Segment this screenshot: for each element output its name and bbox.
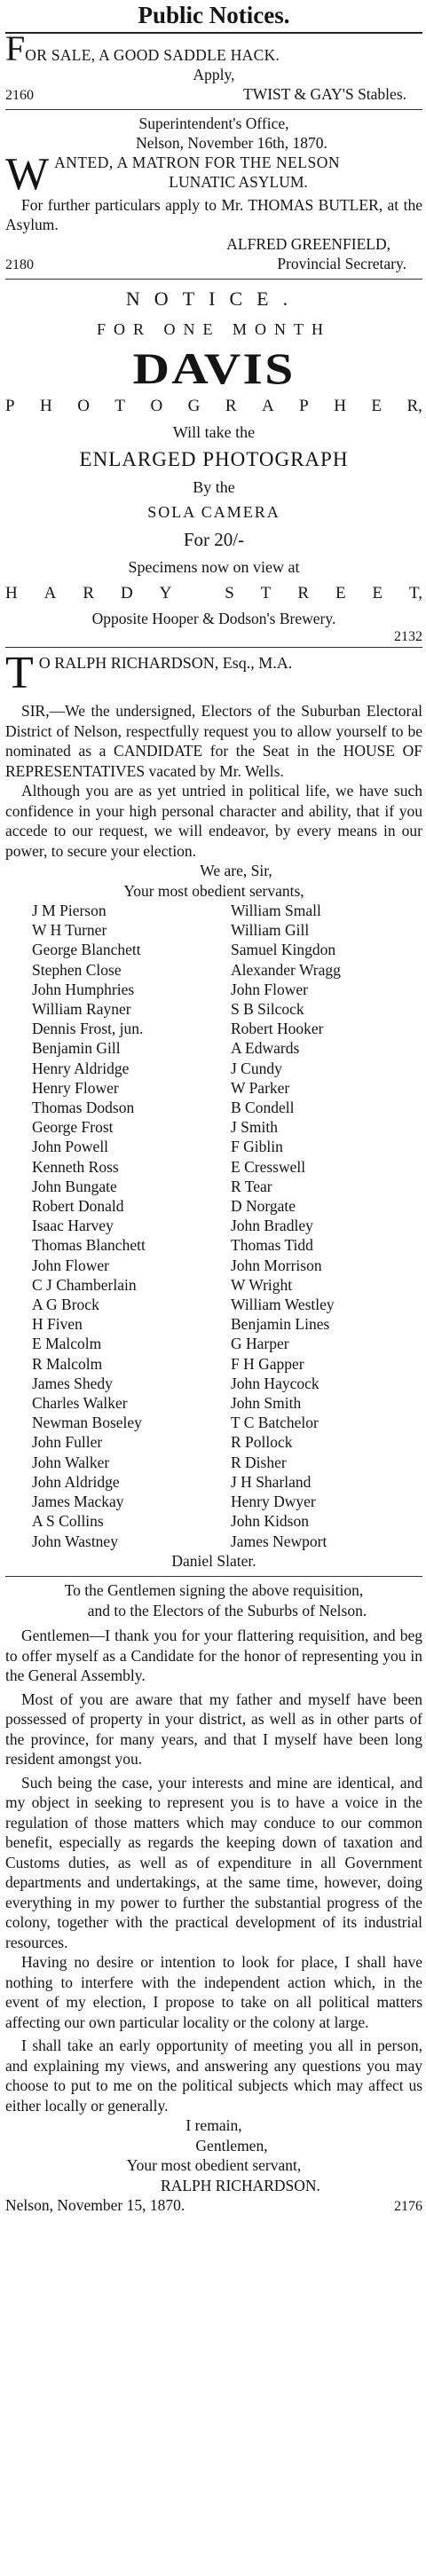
signatory-name: J Smith [231, 1118, 279, 1137]
ad-davis-name: DAVIS [132, 343, 296, 393]
signatory-name: John Haycock [231, 1374, 320, 1392]
divider [5, 1576, 422, 1577]
ad-matron-line1: ANTED, A MATRON FOR THE NELSON [54, 154, 341, 171]
reply-number: 2176 [394, 2199, 422, 2215]
reply-para-3: Such being the case, your interests and mine are identical, and my object in seeking to represent you is to have a voice in the regulation of those matters which may conduce to our common benefit, especially as regards the keeping down of taxation and Customs duties, as well as of expenditure in all Government departments and undertakings, at the same time, however, doing everything in my power to further the substantial progress of the colony, together with the practical development of its industrial resources. [5, 1773, 422, 1951]
ad-davis-street: H A R D Y S T R E E T, [5, 584, 422, 603]
ad-matron-line2: LUNATIC ASYLUM. [169, 173, 308, 191]
signatory-name: Henry Dwyer [231, 1493, 316, 1511]
reply-signer: RALPH RICHARDSON. [161, 2176, 320, 2194]
ad-matron-number: 2180 [5, 257, 34, 272]
ad-richardson-heading: O RALPH RICHARDSON, Esq., M.A. [38, 654, 293, 672]
signatory-name: John Smith [231, 1394, 302, 1413]
ad-davis-specimens: Specimens now on view at [128, 558, 300, 576]
signatory-name: T C Batchelor [231, 1414, 319, 1432]
signatory-name: Samuel Kingdon [231, 941, 336, 959]
signatory-name: Stephen Close [32, 960, 122, 979]
signatory-name: B Condell [231, 1099, 295, 1117]
ad-davis-period: FOR ONE MONTH [96, 320, 331, 338]
signatory-name: John Wastney [32, 1532, 118, 1550]
drop-cap: F [5, 28, 26, 68]
ad-hack-line1: OR SALE, A GOOD SADDLE HACK. [25, 46, 280, 64]
signatory-name: John Flower [231, 980, 309, 998]
signatory-name: A S Collins [32, 1512, 104, 1531]
reply-remain: I remain, [185, 2116, 242, 2135]
signatory-name: W Parker [231, 1078, 290, 1097]
ad-hack-footer [5, 84, 422, 106]
ad-hack-number: 2160 [5, 88, 34, 103]
signatory-name: R Pollock [231, 1433, 293, 1452]
ad-matron-office: Superintendent's Office, [138, 114, 289, 132]
signatory-name: W Wright [231, 1275, 293, 1294]
signatory-name: E Malcolm [32, 1335, 102, 1353]
signatory-name: John Humphries [32, 980, 135, 998]
requisition-closing-1: We are, Sir, [200, 862, 272, 879]
signatory-name: F H Gapper [231, 1354, 304, 1373]
requisition-para-2: Although you are as yet untried in political life, we have such confidence in your high personal character and ability, that if you accede to our request, we will endeavor, by every means in our power, to secure your election. [5, 782, 422, 860]
signatory-name: A Edwards [231, 1039, 300, 1058]
drop-cap: T [5, 648, 34, 698]
reply-dateline: Nelson, November 15, 1870. [5, 2196, 185, 2215]
signatory-name: Benjamin Gill [32, 1039, 121, 1058]
signatory-name: Thomas Dodson [32, 1099, 135, 1117]
signatory-name: John Aldridge [32, 1472, 120, 1491]
reply-gentlemen: Gentlemen, [195, 2136, 268, 2155]
reply-footer [5, 2195, 422, 2218]
signatory-name: G Harper [231, 1335, 289, 1353]
signatory-name: J M Pierson [32, 902, 106, 919]
signatory-name: A G Brock [32, 1296, 99, 1314]
signatories-list [5, 901, 422, 1551]
reply-para-5: I shall take an early opportunity of meeting you all in person, and explaining my views, and answering any questions you may choose to put to me on the political subjects which may affect us either locally or generally. [5, 2036, 422, 2115]
ad-davis-price: For 20/- [183, 529, 245, 550]
signatory-name: E Cresswell [231, 1157, 306, 1176]
signatory-name: John Kidson [231, 1512, 309, 1531]
signatory-name: William Small [231, 902, 321, 919]
signatory-name: John Bradley [231, 1217, 313, 1235]
signatory-name: Robert Donald [32, 1197, 124, 1216]
ad-matron-title: Provincial Secretary. [277, 255, 406, 272]
signatory-name: J Cundy [231, 1059, 282, 1077]
signatory-name: Isaac Harvey [32, 1217, 114, 1235]
signatory-name: Henry Flower [32, 1078, 119, 1097]
drop-cap: W [5, 149, 50, 200]
ad-hack-first-line [5, 28, 422, 68]
reply-para-1: Gentlemen—I thank you for your flattering requisition, and beg to offer myself as a Candidate for the honor of representing you in the General Assembly. [5, 1627, 422, 1685]
signatory-name: Robert Hooker [231, 1020, 324, 1038]
signatory-name: H Fiven [32, 1315, 83, 1334]
signatory-name: John Walker [32, 1453, 110, 1471]
signatory-name: S B Silcock [231, 1000, 304, 1019]
signatory-name: John Flower [32, 1256, 110, 1274]
reply-servant: Your most obedient servant, [126, 2156, 302, 2175]
signatory-name: John Bungate [32, 1177, 117, 1195]
signatory-name: R Disher [231, 1453, 287, 1471]
ad-saddle-hack [5, 28, 422, 109]
signatory-name: William Westley [231, 1296, 335, 1314]
signatory-name: Thomas Tidd [231, 1236, 313, 1255]
signatory-name: John Powell [32, 1138, 109, 1156]
signatory-name: Benjamin Lines [231, 1315, 330, 1334]
signatory-name: F Giblin [231, 1138, 283, 1156]
signatory-name: J H Sharland [231, 1472, 312, 1491]
reply-address-1: To the Gentlemen signing the above requisition, [64, 1581, 364, 1600]
ad-matron-line3: For further particulars apply to Mr. THOMAS BUTLER, at the Asylum. [5, 196, 422, 233]
signatory-name: C J Chamberlain [32, 1275, 137, 1294]
ad-davis-by-the: By the [193, 478, 235, 496]
signatory-name: R Malcolm [32, 1354, 103, 1373]
ad-davis [5, 280, 422, 647]
requisition-closing-2: Your most obedient servants, [123, 881, 304, 900]
signatory-name: William Rayner [32, 1000, 131, 1019]
signatory-name: John Fuller [32, 1433, 103, 1452]
signatory-name: James Shedy [32, 1374, 113, 1392]
signatory-name: James Mackay [32, 1493, 124, 1511]
signatory-name: John Morrison [231, 1256, 322, 1274]
signatory-name: Henry Aldridge [32, 1059, 130, 1077]
signatory-name: Kenneth Ross [32, 1157, 119, 1176]
ad-matron-signer: ALFRED GREENFIELD, [226, 235, 390, 253]
signatory-name: Dennis Frost, jun. [32, 1020, 144, 1038]
reply-para-2: Most of you are aware that my father and myself have been possessed of property in your district, as well as in other parts of the province, for many years, and that I myself have been long resident amongst you. [5, 1690, 422, 1769]
ad-hack-stables: TWIST & GAY'S Stables. [243, 85, 406, 103]
signatory-name: Alexander Wragg [231, 960, 341, 979]
ad-davis-will-take: Will take the [172, 423, 256, 441]
ad-davis-notice: NOTICE. [125, 288, 303, 310]
signatory-last: Daniel Slater. [171, 1551, 256, 1570]
ad-matron [5, 110, 422, 279]
signatory-name: George Frost [32, 1118, 114, 1137]
signatory-name: James Newport [231, 1532, 327, 1550]
ad-davis-profession: P H O T O G R A P H E R, [5, 397, 422, 415]
signatory-name: Thomas Blanchett [32, 1236, 146, 1255]
requisition-para-1: SIR,—We the undersigned, Electors of the Suburban Electoral District of Nelson, respectfully request you to allow yourself to be nominated as a CANDIDATE for the Seat in the HOUSE OF REPRESENTATIVES vacated by Mr. Wells. [5, 702, 422, 780]
reply-para-4: Having no desire or intention to look for place, I shall have nothing to interfere with the independent action which, in the event of my election, I propose to take on all political matters affecting our own particular locality or the colony at large. [5, 1953, 422, 2031]
signatory-name: W H Turner [32, 921, 107, 940]
signatory-name: George Blanchett [32, 941, 141, 959]
signatory-name: Newman Boseley [32, 1414, 142, 1432]
signatory-name: D Norgate [231, 1197, 296, 1216]
ad-davis-enlarged: ENLARGED PHOTOGRAPH [79, 448, 349, 470]
ad-hack-apply: Apply, [193, 66, 235, 83]
ad-davis-number: 2132 [394, 629, 422, 644]
ad-richardson [5, 648, 422, 2218]
signatory-name: Charles Walker [32, 1394, 128, 1413]
signatory-name: R Tear [231, 1177, 272, 1195]
ad-davis-camera: SOLA CAMERA [147, 503, 280, 521]
reply-address-2: and to the Electors of the Suburbs of Nelson. [87, 1601, 367, 1619]
ad-matron-date: Nelson, November 16th, 1870. [136, 134, 327, 152]
section-masthead: Public Notices. [138, 2, 290, 28]
signatory-name: William Gill [231, 921, 310, 940]
ad-davis-opposite: Opposite Hooper & Dodson's Brewery. [91, 610, 336, 627]
